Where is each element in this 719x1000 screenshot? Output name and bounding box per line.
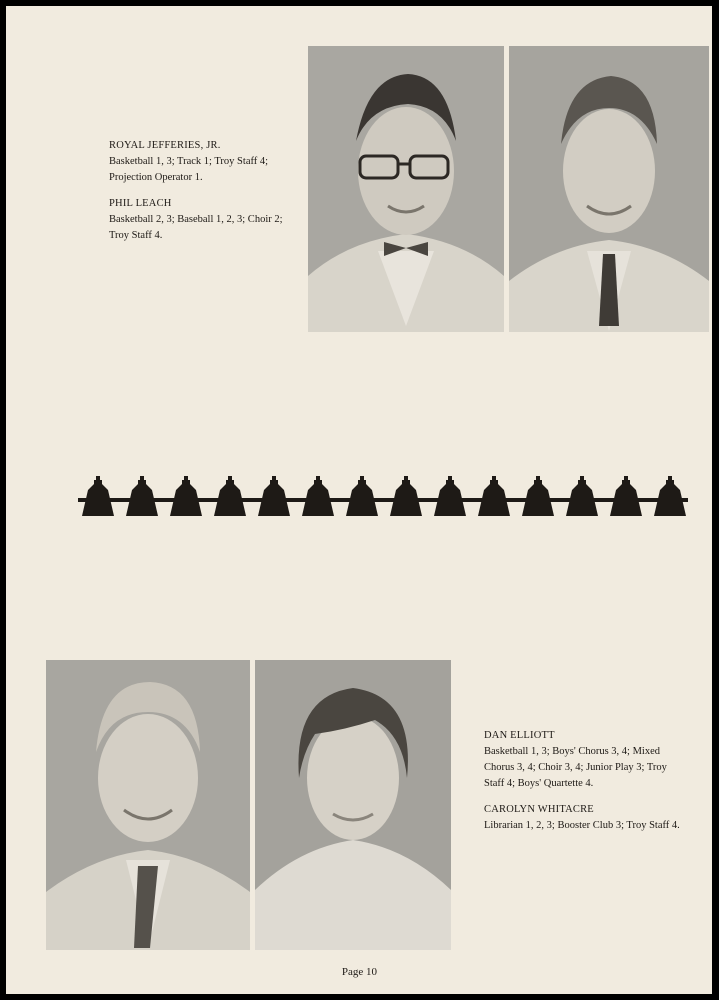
top-captions: [109, 138, 299, 254]
ornamental-divider: [78, 476, 688, 524]
bell-ornament-icon: [654, 476, 686, 516]
bell-ornament-icon: [126, 476, 158, 516]
bell-ornament-icon: [302, 476, 334, 516]
student-activities: Basketball 2, 3; Baseball 1, 2, 3; Choir 2; Troy Staff 4.: [109, 214, 283, 241]
portrait-photo-dan-elliott: [46, 660, 250, 950]
caption-dan-elliott: [484, 728, 684, 792]
bottom-captions: [484, 728, 684, 844]
bell-ornament-icon: [434, 476, 466, 516]
student-name: CAROLYN WHITACRE: [484, 804, 594, 815]
student-activities: Basketball 1, 3; Track 1; Troy Staff 4; Projection Operator 1.: [109, 156, 269, 183]
bell-ornament-icon: [610, 476, 642, 516]
bell-ornament-icon: [478, 476, 510, 516]
student-name: DAN ELLIOTT: [484, 730, 555, 741]
bell-ornament-icon: [258, 476, 290, 516]
student-activities: Librarian 1, 2, 3; Booster Club 3; Troy Staff 4.: [484, 820, 680, 831]
bell-ornament-icon: [390, 476, 422, 516]
caption-carolyn-whitacre: [484, 802, 684, 834]
bell-ornament-icon: [346, 476, 378, 516]
student-name: PHIL LEACH: [109, 198, 172, 209]
bell-ornament-icon: [214, 476, 246, 516]
student-name: ROYAL JEFFERIES, JR.: [109, 140, 221, 151]
caption-phil-leach: [109, 196, 299, 244]
bell-ornament-icon: [82, 476, 114, 516]
bell-ornament-icon: [170, 476, 202, 516]
portrait-photo-royal-jefferies: [308, 46, 504, 332]
page-number: Page 10: [341, 966, 378, 978]
caption-royal-jefferies: [109, 138, 299, 186]
yearbook-page: [6, 6, 712, 994]
student-activities: Basketball 1, 3; Boys' Chorus 3, 4; Mixed Chorus 3, 4; Choir 3, 4; Junior Play 3; Troy Staff 4; Boys' Quartette 4.: [484, 746, 667, 789]
portrait-photo-phil-leach: [509, 46, 709, 332]
bell-ornament-icon: [522, 476, 554, 516]
portrait-photo-carolyn-whitacre: [255, 660, 451, 950]
bell-ornament-icon: [566, 476, 598, 516]
